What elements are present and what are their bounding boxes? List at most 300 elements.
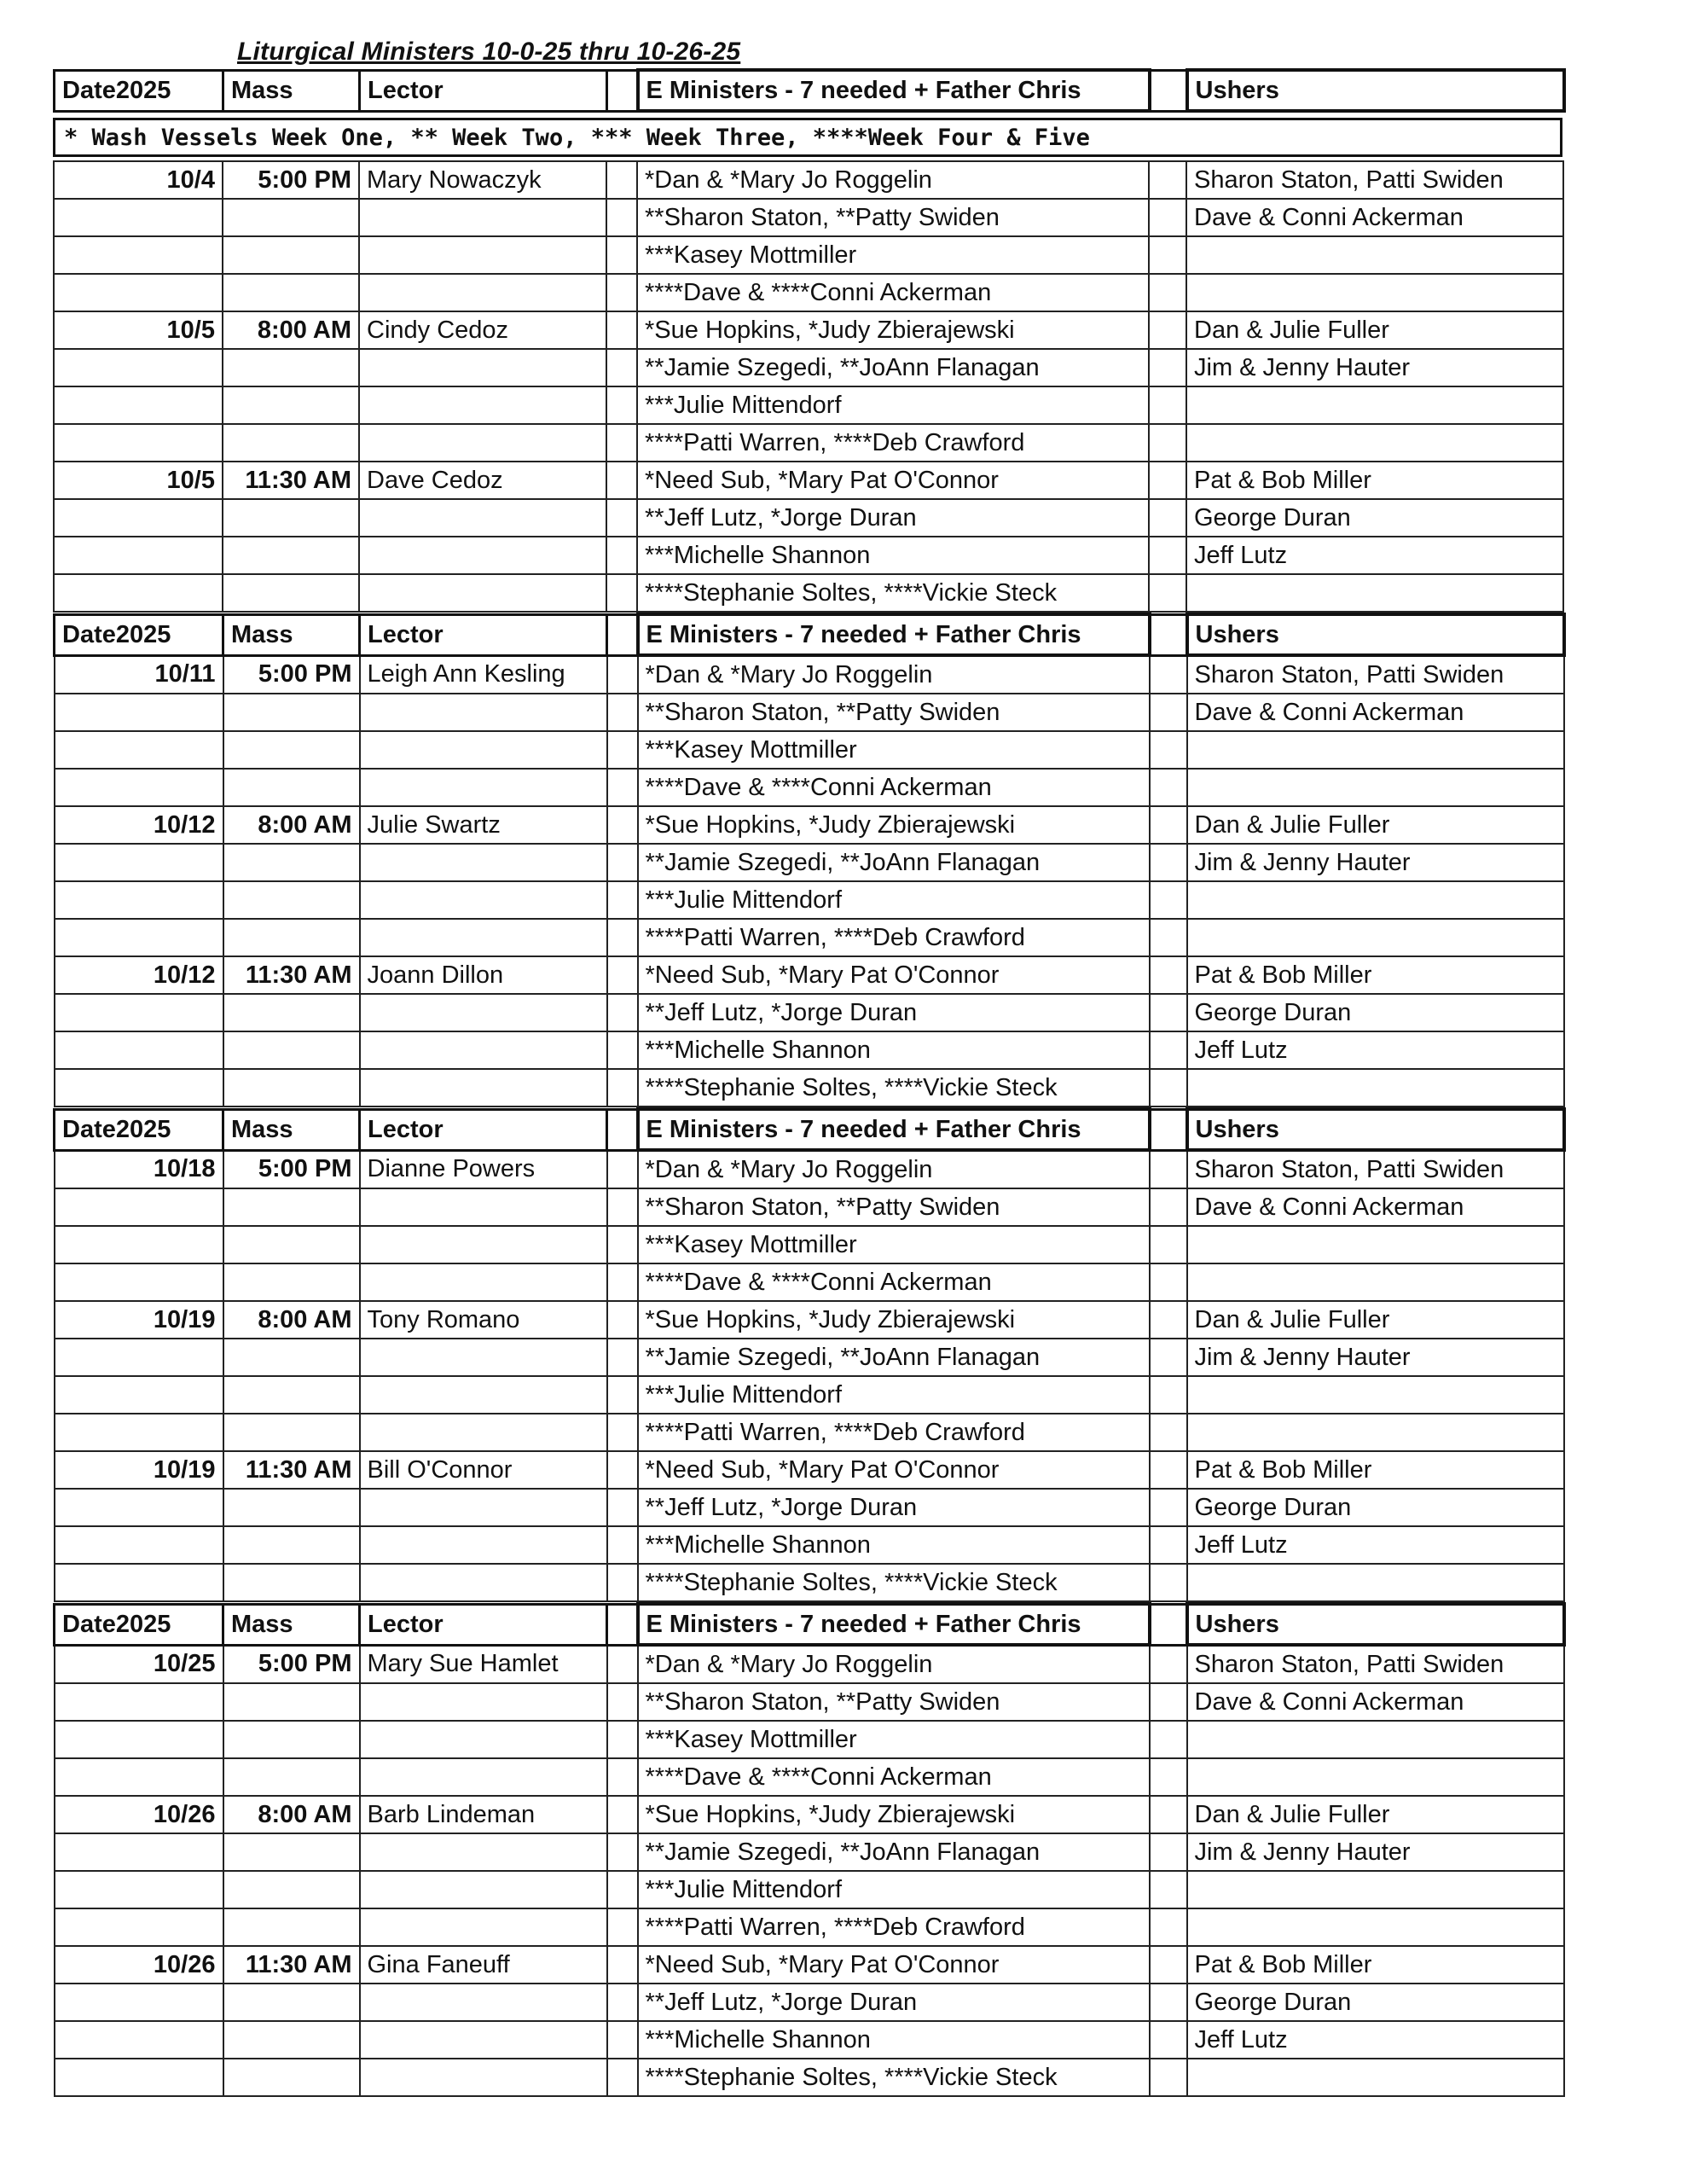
usher-cell: Pat & Bob Miller [1187,1451,1564,1489]
table-row [55,844,1564,881]
lector-cell [360,1339,607,1376]
usher-cell [1187,2059,1564,2096]
spacer-cell [606,386,637,424]
ushers-header: Ushers [1187,70,1564,111]
spacer-cell [1150,1721,1187,1758]
date-header: Date2025 [55,1604,223,1645]
week-block [53,68,1562,613]
mass-cell [223,1526,360,1564]
eminister-cell: ****Patti Warren, ****Deb Crawford [638,919,1150,956]
spacer-cell [607,844,638,881]
spacer-cell [607,1796,638,1833]
eminister-cell: **Jamie Szegedi, **JoAnn Flanagan [637,349,1149,386]
spacer-cell [1149,574,1186,612]
lector-cell [360,994,607,1031]
usher-cell: George Duran [1187,994,1564,1031]
spacer-cell [607,956,638,994]
mass-cell [223,499,359,537]
spacer-cell [607,1489,638,1526]
usher-cell: Sharon Staton, Patti Swiden [1186,161,1563,199]
usher-cell [1187,919,1564,956]
table-row [55,919,1564,956]
date-cell [55,1871,223,1908]
spacer-cell [607,919,638,956]
date-cell: 10/26 [55,1796,223,1833]
spacer-cell [1150,769,1187,806]
lector-header: Lector [360,614,607,655]
date-cell [55,1376,223,1414]
spacer-cell [1150,1069,1187,1107]
spacer-cell [1150,1683,1187,1721]
lector-cell: Dave Cedoz [359,462,606,499]
table-row [55,1871,1564,1908]
table-row [55,1226,1564,1263]
table-row [55,731,1564,769]
schedule-table [53,613,1566,1107]
spacer-cell [1150,1301,1187,1339]
spacer-cell [1149,462,1186,499]
usher-cell [1187,1376,1564,1414]
spacer-cell [1150,1414,1187,1451]
table-row [55,1031,1564,1069]
mass-cell: 11:30 AM [223,462,359,499]
date-cell: 10/4 [54,161,223,199]
date-cell [54,574,223,612]
eminister-cell: **Jeff Lutz, *Jorge Duran [638,994,1150,1031]
spacer-cell [607,655,638,694]
spacer-cell [607,806,638,844]
table-row [55,1833,1564,1871]
mass-cell: 5:00 PM [223,655,360,694]
date-cell [55,1263,223,1301]
date-cell [55,1226,223,1263]
date-cell [55,1833,223,1871]
usher-cell [1187,881,1564,919]
spacer-cell [607,1721,638,1758]
eminister-cell: ***Kasey Mottmiller [638,731,1150,769]
usher-cell [1186,574,1563,612]
lector-cell: Julie Swartz [360,806,607,844]
mass-cell [223,574,359,612]
eminister-cell: *Sue Hopkins, *Judy Zbierajewski [638,1301,1150,1339]
lector-cell [359,199,606,236]
mass-cell [223,349,359,386]
spacer-cell [1150,1833,1187,1871]
eminister-cell: **Jamie Szegedi, **JoAnn Flanagan [638,1339,1150,1376]
eminister-cell: ****Stephanie Soltes, ****Vickie Steck [637,574,1149,612]
mass-cell [223,1984,360,2021]
lector-cell [360,694,607,731]
date-header: Date2025 [55,70,223,111]
header-row [55,1604,1564,1645]
spacer-cell [607,1908,638,1946]
table-row [54,161,1563,199]
spacer-cell [1150,1758,1187,1796]
spacer-cell [1150,1946,1187,1984]
lector-cell [360,1414,607,1451]
date-cell: 10/19 [55,1451,223,1489]
date-cell [55,731,223,769]
table-row [54,499,1563,537]
eminister-cell: ****Dave & ****Conni Ackerman [638,1263,1150,1301]
mass-cell [223,274,359,311]
mass-cell: 8:00 AM [223,1301,360,1339]
eminister-cell: ***Kasey Mottmiller [638,1226,1150,1263]
mass-cell [223,881,360,919]
spacer-cell [1150,919,1187,956]
spacer-cell [1150,2059,1187,2096]
usher-cell: Jim & Jenny Hauter [1187,844,1564,881]
usher-cell: Dan & Julie Fuller [1187,1796,1564,1833]
usher-cell: Pat & Bob Miller [1186,462,1563,499]
usher-cell [1187,1263,1564,1301]
lector-cell: Tony Romano [360,1301,607,1339]
spacer-cell [607,1984,638,2021]
table-row [55,1188,1564,1226]
spacer-cell [1150,694,1187,731]
mass-cell [223,919,360,956]
table-row [54,462,1563,499]
spacer-cell [607,1339,638,1376]
spacer-cell [606,499,637,537]
table-row [55,1376,1564,1414]
eminister-cell: ***Julie Mittendorf [638,881,1150,919]
table-row [55,655,1564,694]
mass-cell: 5:00 PM [223,161,359,199]
eministers-header: E Ministers - 7 needed + Father Chris [638,70,1150,111]
lector-cell [360,919,607,956]
spacer-cell [1150,1984,1187,2021]
date-cell [54,499,223,537]
lector-cell: Joann Dillon [360,956,607,994]
schedule-table [53,1602,1566,2097]
mass-cell [223,1414,360,1451]
usher-cell: Jim & Jenny Hauter [1186,349,1563,386]
eminister-cell: ****Dave & ****Conni Ackerman [638,1758,1150,1796]
spacer-cell [1150,655,1187,694]
schedule-table [53,1107,1566,1602]
mass-cell [223,1263,360,1301]
mass-cell: 5:00 PM [223,1645,360,1683]
lector-cell [360,1263,607,1301]
spacer-cell [607,2021,638,2059]
lector-cell [360,1984,607,2021]
eminister-cell: ***Michelle Shannon [638,2021,1150,2059]
table-row [55,1526,1564,1564]
date-cell [55,844,223,881]
table-row [55,1069,1564,1107]
page-title: Liturgical Ministers 10-0-25 thru 10-26-25 [237,38,741,66]
date-cell [55,1526,223,1564]
table-row [55,1489,1564,1526]
usher-cell [1187,1564,1564,1601]
legend-note: * Wash Vessels Week One, ** Week Two, *** Week Three, ****Week Four & Five [53,118,1562,157]
header-row [55,1109,1564,1150]
eminister-cell: ****Stephanie Soltes, ****Vickie Steck [638,1069,1150,1107]
usher-cell: Jeff Lutz [1187,2021,1564,2059]
lector-cell: Barb Lindeman [360,1796,607,1833]
lector-cell [360,1683,607,1721]
spacer-cell [1150,1339,1187,1376]
spacer-cell [606,311,637,349]
eminister-cell: ****Stephanie Soltes, ****Vickie Steck [638,2059,1150,2096]
spacer-cell [607,731,638,769]
table-row [55,1451,1564,1489]
spacer-cell [1150,1871,1187,1908]
mass-cell [223,1188,360,1226]
eminister-cell: ****Dave & ****Conni Ackerman [637,274,1149,311]
mass-cell [223,1489,360,1526]
schedule-table [53,68,1566,113]
mass-cell [223,1564,360,1601]
mass-cell [223,199,359,236]
usher-cell: Jeff Lutz [1187,1031,1564,1069]
date-cell: 10/12 [55,806,223,844]
spacer-cell [606,236,637,274]
mass-cell: 8:00 AM [223,1796,360,1833]
spacer-cell [607,1564,638,1601]
table-row [55,1150,1564,1188]
table-row [54,349,1563,386]
table-row [55,694,1564,731]
lector-cell [359,499,606,537]
usher-cell [1187,731,1564,769]
date-cell [55,1031,223,1069]
spacer-cell [1149,199,1186,236]
date-cell [55,994,223,1031]
usher-cell: Dan & Julie Fuller [1186,311,1563,349]
spacer-cell [1149,161,1186,199]
date-cell [55,919,223,956]
spacer-cell [1149,274,1186,311]
usher-cell [1187,1758,1564,1796]
table-row [55,1301,1564,1339]
eminister-cell: ***Julie Mittendorf [637,386,1149,424]
mass-cell: 8:00 AM [223,311,359,349]
spacer-cell [1150,844,1187,881]
eministers-header: E Ministers - 7 needed + Father Chris [638,1109,1150,1150]
spacer-cell [1150,70,1187,111]
spacer-cell [1150,1645,1187,1683]
usher-cell: George Duran [1187,1489,1564,1526]
spacer-cell [1149,349,1186,386]
mass-header: Mass [223,614,360,655]
lector-cell: Cindy Cedoz [359,311,606,349]
date-header: Date2025 [55,1109,223,1150]
lector-cell: Dianne Powers [360,1150,607,1188]
lector-cell: Leigh Ann Kesling [360,655,607,694]
lector-cell [360,1526,607,1564]
lector-cell [360,769,607,806]
eminister-cell: *Dan & *Mary Jo Roggelin [638,1150,1150,1188]
spacer-cell [606,199,637,236]
eminister-cell: *Need Sub, *Mary Pat O'Connor [637,462,1149,499]
table-row [55,1946,1564,1984]
spacer-cell [1150,1564,1187,1601]
spacer-cell [1149,499,1186,537]
lector-cell [359,574,606,612]
date-cell [55,1564,223,1601]
lector-cell [360,731,607,769]
mass-cell [223,1833,360,1871]
eminister-cell: ***Julie Mittendorf [638,1871,1150,1908]
mass-cell [223,769,360,806]
table-row [55,1984,1564,2021]
header-row [55,614,1564,655]
eminister-cell: ***Michelle Shannon [638,1526,1150,1564]
table-row [54,574,1563,612]
spacer-cell [1150,994,1187,1031]
mass-cell [223,844,360,881]
eminister-cell: **Sharon Staton, **Patty Swiden [638,694,1150,731]
date-cell [55,2059,223,2096]
date-header: Date2025 [55,614,223,655]
eminister-cell: *Need Sub, *Mary Pat O'Connor [638,1946,1150,1984]
usher-cell [1186,386,1563,424]
usher-cell [1187,1908,1564,1946]
eminister-cell: *Sue Hopkins, *Judy Zbierajewski [638,806,1150,844]
mass-cell [223,424,359,462]
week-block [53,613,1562,1107]
spacer-cell [606,274,637,311]
eminister-cell: **Sharon Staton, **Patty Swiden [637,199,1149,236]
mass-cell [223,1758,360,1796]
eminister-cell: **Jamie Szegedi, **JoAnn Flanagan [638,1833,1150,1871]
date-cell: 10/5 [54,311,223,349]
mass-cell: 11:30 AM [223,1946,360,1984]
eminister-cell: ***Michelle Shannon [637,537,1149,574]
lector-cell [360,1908,607,1946]
usher-cell: Dave & Conni Ackerman [1187,1188,1564,1226]
table-row [55,806,1564,844]
lector-header: Lector [360,1109,607,1150]
table-row [55,2021,1564,2059]
mass-cell [223,1069,360,1107]
table-row [54,386,1563,424]
eminister-cell: *Sue Hopkins, *Judy Zbierajewski [637,311,1149,349]
week-block [53,1602,1562,2097]
mass-cell [223,1721,360,1758]
date-cell [55,1683,223,1721]
eminister-cell: *Dan & *Mary Jo Roggelin [638,1645,1150,1683]
lector-header: Lector [360,1604,607,1645]
eminister-cell: ***Kasey Mottmiller [638,1721,1150,1758]
ushers-header: Ushers [1187,1604,1564,1645]
date-cell: 10/25 [55,1645,223,1683]
eminister-cell: ****Patti Warren, ****Deb Crawford [638,1908,1150,1946]
mass-cell [223,537,359,574]
lector-cell [359,424,606,462]
mass-cell [223,1339,360,1376]
spacer-cell [1150,1451,1187,1489]
spacer-cell [606,349,637,386]
spacer-cell [607,1645,638,1683]
eminister-cell: *Need Sub, *Mary Pat O'Connor [638,1451,1150,1489]
spacer-cell [607,769,638,806]
spacer-cell [1150,1526,1187,1564]
spacer-cell [1150,1031,1187,1069]
date-cell: 10/11 [55,655,223,694]
eministers-header: E Ministers - 7 needed + Father Chris [638,1604,1150,1645]
date-cell [55,1908,223,1946]
spacer-cell [607,694,638,731]
eminister-cell: *Dan & *Mary Jo Roggelin [637,161,1149,199]
table-row [55,1758,1564,1796]
lector-cell [360,1489,607,1526]
eminister-cell: ***Kasey Mottmiller [637,236,1149,274]
date-cell [55,769,223,806]
mass-cell [223,2059,360,2096]
lector-cell [360,1031,607,1069]
usher-cell: Dave & Conni Ackerman [1187,1683,1564,1721]
table-row [55,1683,1564,1721]
lector-cell [359,537,606,574]
mass-cell [223,1376,360,1414]
mass-header: Mass [223,1109,360,1150]
mass-cell [223,1226,360,1263]
eminister-cell: ***Julie Mittendorf [638,1376,1150,1414]
spacer-cell [1150,2021,1187,2059]
spacer-cell [1150,956,1187,994]
spacer-cell [607,881,638,919]
usher-cell [1187,1226,1564,1263]
spacer-cell [607,1604,638,1645]
week-block [53,1107,1562,1602]
usher-cell [1186,424,1563,462]
mass-cell [223,694,360,731]
spacer-cell [607,1376,638,1414]
date-cell [55,1339,223,1376]
spacer-cell [1150,1150,1187,1188]
spacer-cell [607,1226,638,1263]
usher-cell [1187,1871,1564,1908]
date-cell [55,1188,223,1226]
date-cell [55,1721,223,1758]
lector-cell: Gina Faneuff [360,1946,607,1984]
mass-header: Mass [223,70,360,111]
schedule-sheet [53,68,1562,2097]
table-row [55,994,1564,1031]
usher-cell: Jim & Jenny Hauter [1187,1339,1564,1376]
lector-cell [359,386,606,424]
table-row [55,1339,1564,1376]
date-cell [54,199,223,236]
spacer-cell [607,1946,638,1984]
mass-cell: 11:30 AM [223,1451,360,1489]
usher-cell: Dan & Julie Fuller [1187,1301,1564,1339]
spacer-cell [607,1683,638,1721]
date-cell [54,424,223,462]
lector-cell [360,1758,607,1796]
schedule-table [53,160,1564,613]
usher-cell: Pat & Bob Miller [1187,956,1564,994]
eministers-header: E Ministers - 7 needed + Father Chris [638,614,1150,655]
usher-cell [1186,236,1563,274]
mass-header: Mass [223,1604,360,1645]
date-cell: 10/18 [55,1150,223,1188]
lector-cell [360,1069,607,1107]
eminister-cell: ****Patti Warren, ****Deb Crawford [638,1414,1150,1451]
eminister-cell: **Jeff Lutz, *Jorge Duran [637,499,1149,537]
date-cell [55,881,223,919]
usher-cell [1187,1069,1564,1107]
lector-cell [360,881,607,919]
ushers-header: Ushers [1187,1109,1564,1150]
lector-cell [360,1871,607,1908]
date-cell: 10/5 [54,462,223,499]
usher-cell: Dave & Conni Ackerman [1187,694,1564,731]
date-cell [55,1489,223,1526]
